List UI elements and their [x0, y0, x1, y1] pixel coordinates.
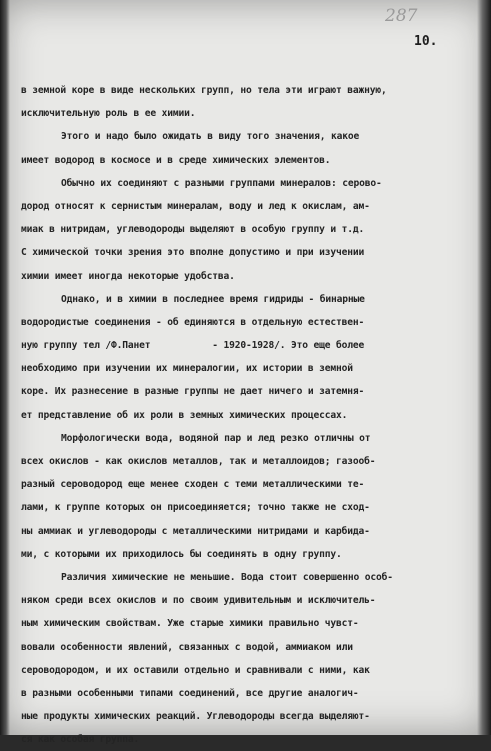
- text-line: ную группу тел /Ф.Панет - 1920-1928/. Это еще более: [21, 340, 365, 352]
- text-line: исключительную роль в ее химии.: [21, 108, 196, 120]
- text-line: няком среди всех окислов и по своим удивительным и исключитель-: [21, 595, 376, 607]
- text-line: ет представление об их роли в земных химических процессах.: [21, 409, 348, 421]
- page-number: 10.: [414, 34, 438, 49]
- text-line: Обычно их соединяют с разными группами минералов: серово-: [61, 177, 382, 189]
- text-line: Однако, и в химии в последнее время гидриды - бинарные: [61, 293, 365, 305]
- scan-edge-right: [477, 0, 491, 735]
- text-line: химии имеет иногда некоторые удобства.: [21, 270, 235, 282]
- text-line: необходимо при изучении их минералогии, их истории в земной: [21, 363, 353, 375]
- text-line: Этого и надо было ожидать в виду того значения, какое: [61, 131, 360, 143]
- text-line: Различия химические не меньшие. Вода стоит совершенно особ-: [61, 571, 393, 583]
- text-line: С химической точки зрения это вполне допустимо и при изучении: [21, 247, 365, 259]
- text-line: водородистые соединения - об единяются в отдельную естествен-: [21, 316, 365, 328]
- text-line: миак в нитридам, углеводороды выделяют в особую группу и т.д.: [21, 224, 365, 236]
- text-line: сероводородом, и их оставили отдельно и сравнивали с ними, как: [21, 664, 370, 676]
- text-line: в разными особенными типами соединений, все другие аналогич-: [21, 687, 359, 699]
- archive-number: 287: [385, 6, 418, 26]
- text-line: ми, с которыми их приходилось бы соединять в одну группу.: [21, 548, 342, 560]
- text-line: всех окислов - как окислов металлов, так и металлоидов; газооб-: [21, 456, 376, 467]
- text-line: коре. Их разнесение в разные группы не дает ничего и затемня-: [21, 386, 365, 398]
- text-line: вовали особенности явлений, связанных с водой, аммиаком или: [21, 641, 353, 653]
- text-line: разный сероводород еще менее сходен с теми металлическими те-: [21, 479, 365, 491]
- text-line: ные продукты химических реакций. Углеводороды всегда выделяют-: [21, 711, 370, 723]
- scan-edge-left: [0, 0, 10, 735]
- text-line: ным химическим свойствам. Уже старые химики правильно чувст-: [21, 618, 359, 630]
- text-line: ся как особая группа.: [21, 734, 140, 746]
- text-line: дород относят к сернистым минералам, воду и лед к окислам, ам-: [21, 200, 370, 212]
- text-line: в земной коре в виде нескольких групп, но тела эти играют важную,: [21, 85, 387, 96]
- document-body: [21, 79, 477, 751]
- text-line: лами, к группе которых он присоединяется; точно также не сход-: [21, 502, 370, 514]
- text-line: имеет водород в космосе и в среде химических элементов.: [21, 154, 331, 166]
- text-line: Морфологически вода, водяной пар и лед резко отличны от: [61, 432, 371, 444]
- text-line: ны аммиак и углеводороды с металлическими нитридами и карбида-: [21, 525, 370, 537]
